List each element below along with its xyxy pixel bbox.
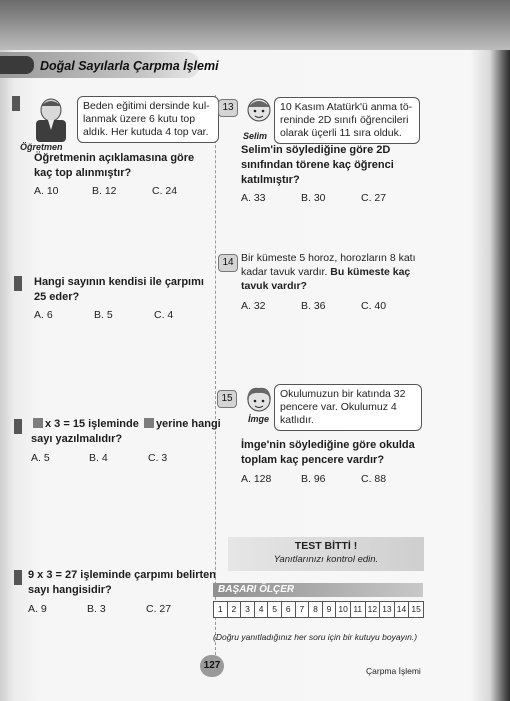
score-cell[interactable]: 10 <box>335 601 351 618</box>
option-b[interactable]: B. 30 <box>301 192 326 204</box>
option-b[interactable]: B. 12 <box>92 185 117 197</box>
score-cell[interactable]: 15 <box>408 601 424 618</box>
option-c[interactable]: C. 3 <box>148 452 168 464</box>
speech-line: lanmak üzere 6 kutu top <box>83 113 196 125</box>
success-meter-note: (Doğru yanıtladığınız her soru için bir kutuyu boyayın.) <box>213 632 418 642</box>
question-15-options <box>241 473 386 485</box>
blank-square-icon <box>33 418 43 428</box>
question-marker <box>14 419 22 434</box>
option-c[interactable]: C. 40 <box>361 300 387 312</box>
score-cell[interactable]: 3 <box>240 601 255 618</box>
question-line: İmge'nin söylediğine göre okulda <box>241 439 415 451</box>
page-number: 127 <box>200 655 224 677</box>
speech-line: Okulumuzun bir katında 32 <box>280 388 406 400</box>
question-part: yerine hangi <box>155 418 221 430</box>
question-part: Bu kümeste kaç <box>330 266 411 278</box>
option-a[interactable]: A. 9 <box>28 603 47 615</box>
speech-line: Beden eğitimi dersinde kul- <box>83 100 210 112</box>
question-line: Bir kümeste 5 horoz, horozların 8 katı <box>241 252 416 264</box>
question-part: tavuk vardır? <box>241 280 307 292</box>
test-end-banner <box>228 537 424 571</box>
question-marker <box>12 96 20 111</box>
question-line: 9 x 3 = 27 işleminde çarpımı belirten <box>28 569 217 581</box>
section-title: Doğal Sayılarla Çarpma İşlemi <box>40 59 219 73</box>
question-part: kadar tavuk vardır. <box>241 266 328 278</box>
question-marker <box>14 276 22 291</box>
section-header-tab <box>0 56 34 74</box>
speech-line: reninde 2D sınıfı öğrencileri <box>280 114 409 126</box>
test-end-subtitle: Yanıtlarınızı kontrol edin. <box>273 554 379 565</box>
question-14-options <box>241 300 386 312</box>
question-line: Öğretmenin açıklamasına göre <box>34 152 195 164</box>
imge-figure <box>242 384 276 418</box>
footer-topic: Çarpma İşlemi <box>366 666 421 676</box>
score-cell[interactable]: 13 <box>379 601 395 618</box>
question-15-text <box>241 438 415 468</box>
teacher-speech-bubble <box>77 96 219 143</box>
question-factor-text <box>34 275 204 305</box>
speech-line: katlıdır. <box>280 414 314 426</box>
option-b[interactable]: B. 36 <box>301 300 326 312</box>
imge-label: İmge <box>248 414 270 424</box>
score-cell[interactable]: 11 <box>350 601 366 618</box>
teacher-figure <box>26 96 76 142</box>
question-line: sınıfından törene kaç öğrenci <box>241 159 394 171</box>
question-product-text <box>28 568 216 598</box>
question-blank-text <box>31 417 221 447</box>
question-product-options <box>28 603 171 615</box>
teacher-label: Öğretmen <box>20 142 63 152</box>
question-13-options <box>241 192 386 204</box>
option-a[interactable]: A. 33 <box>241 192 266 204</box>
score-cell[interactable]: 5 <box>267 601 282 618</box>
score-cell[interactable]: 7 <box>295 601 310 618</box>
option-a[interactable]: A. 5 <box>31 452 50 464</box>
option-a[interactable]: A. 32 <box>241 300 266 312</box>
option-b[interactable]: B. 96 <box>301 473 326 485</box>
question-number-15: 15 <box>217 390 237 408</box>
score-cell[interactable]: 4 <box>254 601 269 618</box>
selim-label: Selim <box>243 131 268 141</box>
option-b[interactable]: B. 5 <box>94 309 113 321</box>
speech-line: 10 Kasım Atatürk'ü anma tö- <box>280 101 413 113</box>
option-a[interactable]: A. 10 <box>34 185 59 197</box>
score-cell[interactable]: 12 <box>365 601 381 618</box>
speech-line: aldık. Her kutuda 4 top var. <box>83 126 209 138</box>
question-marker <box>14 570 22 585</box>
option-c[interactable]: C. 4 <box>154 309 174 321</box>
option-c[interactable]: C. 27 <box>361 192 387 204</box>
question-line: Hangi sayının kendisi ile çarpımı <box>34 276 204 288</box>
success-meter-label: BAŞARI ÖLÇER <box>218 584 295 595</box>
question-line: kaç top alınmıştır? <box>34 167 132 179</box>
question-line: 25 eder? <box>34 291 80 303</box>
test-end-title: TEST BİTTİ ! <box>294 540 358 552</box>
option-b[interactable]: B. 4 <box>89 452 108 464</box>
scan-top-shadow <box>0 0 510 50</box>
question-number-13: 13 <box>218 99 238 117</box>
option-c[interactable]: C. 88 <box>361 473 387 485</box>
speech-line: olarak üçerli 11 sıra olduk. <box>280 127 402 139</box>
question-number-14: 14 <box>218 254 238 272</box>
question-part: x 3 = 15 işleminde <box>45 418 139 430</box>
question-line: sayı hangisidir? <box>28 584 112 596</box>
question-14-text <box>241 251 416 293</box>
score-cell[interactable]: 8 <box>308 601 323 618</box>
imge-speech-bubble <box>274 384 422 431</box>
question-line <box>31 417 221 432</box>
question-blank-options <box>31 452 167 464</box>
option-a[interactable]: A. 128 <box>241 473 272 485</box>
speech-line: pencere var. Okulumuz 4 <box>280 401 397 413</box>
score-cell[interactable]: 6 <box>281 601 296 618</box>
option-c[interactable]: C. 27 <box>146 603 172 615</box>
blank-square-icon <box>144 418 154 428</box>
question-line: sayı yazılmalıdır? <box>31 433 123 445</box>
question-factor-options <box>34 309 173 321</box>
question-line: toplam kaç pencere vardır? <box>241 454 385 466</box>
selim-speech-bubble <box>274 97 420 144</box>
selim-figure <box>242 95 276 129</box>
option-b[interactable]: B. 3 <box>87 603 106 615</box>
score-cell[interactable]: 2 <box>227 601 242 618</box>
question-line <box>241 279 416 293</box>
question-teacher-text <box>34 151 194 181</box>
question-line: Selim'in söylediğine göre 2D <box>241 144 391 156</box>
question-line <box>241 265 416 279</box>
score-cell[interactable]: 9 <box>322 601 337 618</box>
option-c[interactable]: C. 24 <box>152 185 178 197</box>
score-cell[interactable]: 1 <box>213 601 228 618</box>
question-13-text <box>241 143 394 188</box>
question-teacher-options <box>34 185 177 197</box>
question-line: katılmıştır? <box>241 174 300 186</box>
option-a[interactable]: A. 6 <box>34 309 53 321</box>
score-cell[interactable]: 14 <box>394 601 410 618</box>
success-meter-cells <box>213 601 423 618</box>
